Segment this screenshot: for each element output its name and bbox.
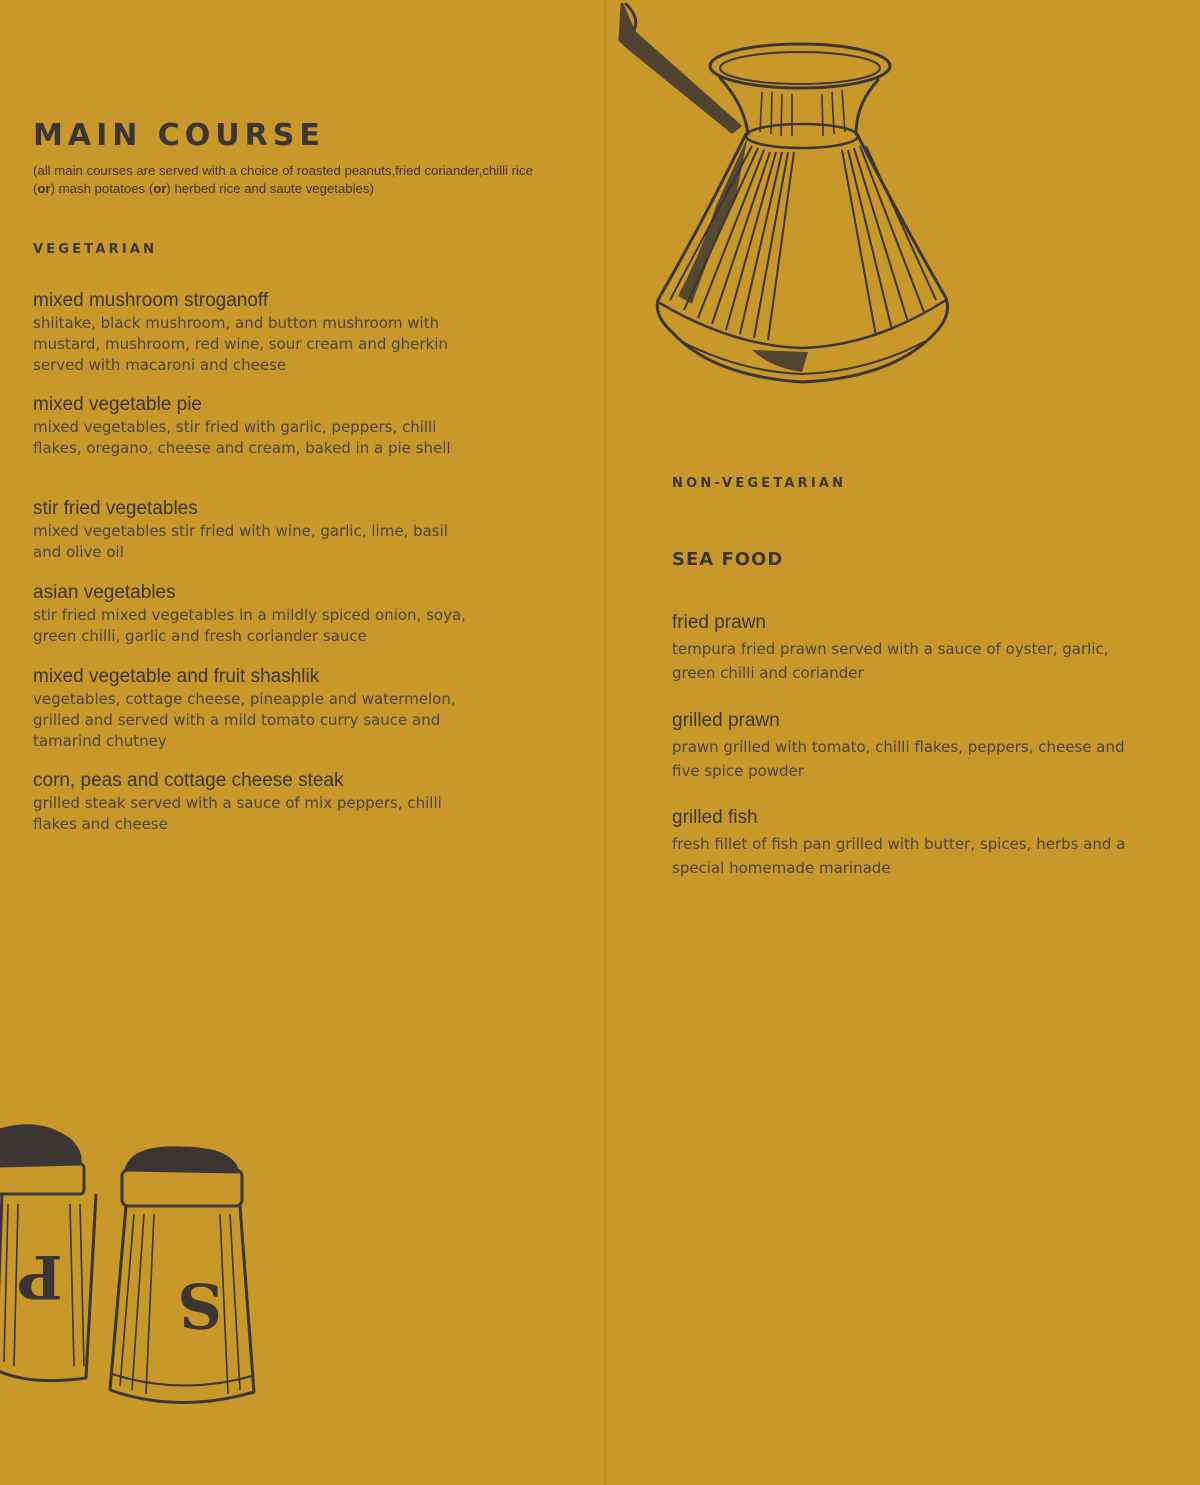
menu-item-description: vegetables, cottage cheese, pineapple and watermelon, grilled and served with a mild tomato curry sauce and tamarind chutney [33, 690, 456, 750]
note-text-1: (all main courses are served with a choice of roasted peanuts,fried coriander,chilli rice ( [33, 163, 533, 196]
menu-item-name: stir fried vegetables [33, 498, 198, 519]
menu-item-description: grilled steak served with a sauce of mix peppers, chilli flakes and cheese [33, 794, 442, 833]
menu-item-name: fried prawn [672, 612, 766, 633]
note-or-2: or [153, 181, 167, 196]
menu-item [672, 807, 1152, 880]
menu-item-description: prawn grilled with tomato, chilli flakes, peppers, cheese and five spice powder [672, 738, 1125, 780]
salt-letter: S [177, 1269, 223, 1342]
note-text-3: ) herbed rice and saute vegetables) [166, 181, 374, 196]
menu-item [33, 498, 473, 563]
menu-item-name: mixed mushroom stroganoff [33, 290, 269, 311]
sea-food-heading: SEA FOOD [672, 549, 784, 570]
menu-item-name: corn, peas and cottage cheese steak [33, 770, 344, 791]
coffee-pot-illustration [612, 0, 962, 400]
menu-item [33, 394, 473, 459]
pepper-letter: P [17, 1241, 63, 1311]
main-course-note [33, 162, 533, 198]
menu-item [33, 666, 483, 752]
menu-item-description: fresh fillet of fish pan grilled with butter, spices, herbs and a special homemade marinade [672, 835, 1126, 877]
menu-item-name: asian vegetables [33, 582, 176, 603]
menu-item-description: stir fried mixed vegetables in a mildly spiced onion, soya, green chilli, garlic and fresh coriander sauce [33, 606, 466, 645]
menu-item-name: grilled fish [672, 807, 758, 828]
page-title: MAIN COURSE [33, 118, 325, 153]
menu-item-description: tempura fried prawn served with a sauce of oyster, garlic, green chilli and coriander [672, 640, 1109, 682]
menu-item [33, 582, 473, 647]
menu-item-description: mixed vegetables stir fried with wine, garlic, lime, basil and olive oil [33, 522, 448, 561]
menu-item [672, 612, 1152, 685]
salt-pepper-shakers-illustration [0, 1110, 270, 1420]
menu-item [672, 710, 1152, 783]
menu-item [33, 290, 473, 376]
menu-item-description: mixed vegetables, stir fried with garlic, peppers, chilli flakes, oregano, cheese and cream, baked in a pie shell [33, 418, 451, 457]
note-or-1: or [37, 181, 51, 196]
menu-item-name: mixed vegetable pie [33, 394, 202, 415]
non-vegetarian-heading: NON-VEGETARIAN [672, 476, 847, 491]
menu-item-name: grilled prawn [672, 710, 780, 731]
note-text-2: ) mash potatoes ( [50, 181, 154, 196]
page-fold-divider [604, 0, 606, 1485]
menu-item-description: shiitake, black mushroom, and button mushroom with mustard, mushroom, red wine, sour cream and gherkin served with macaroni and cheese [33, 314, 448, 374]
menu-item-name: mixed vegetable and fruit shashlik [33, 666, 320, 687]
menu-item [33, 770, 473, 835]
vegetarian-heading: VEGETARIAN [33, 242, 158, 257]
